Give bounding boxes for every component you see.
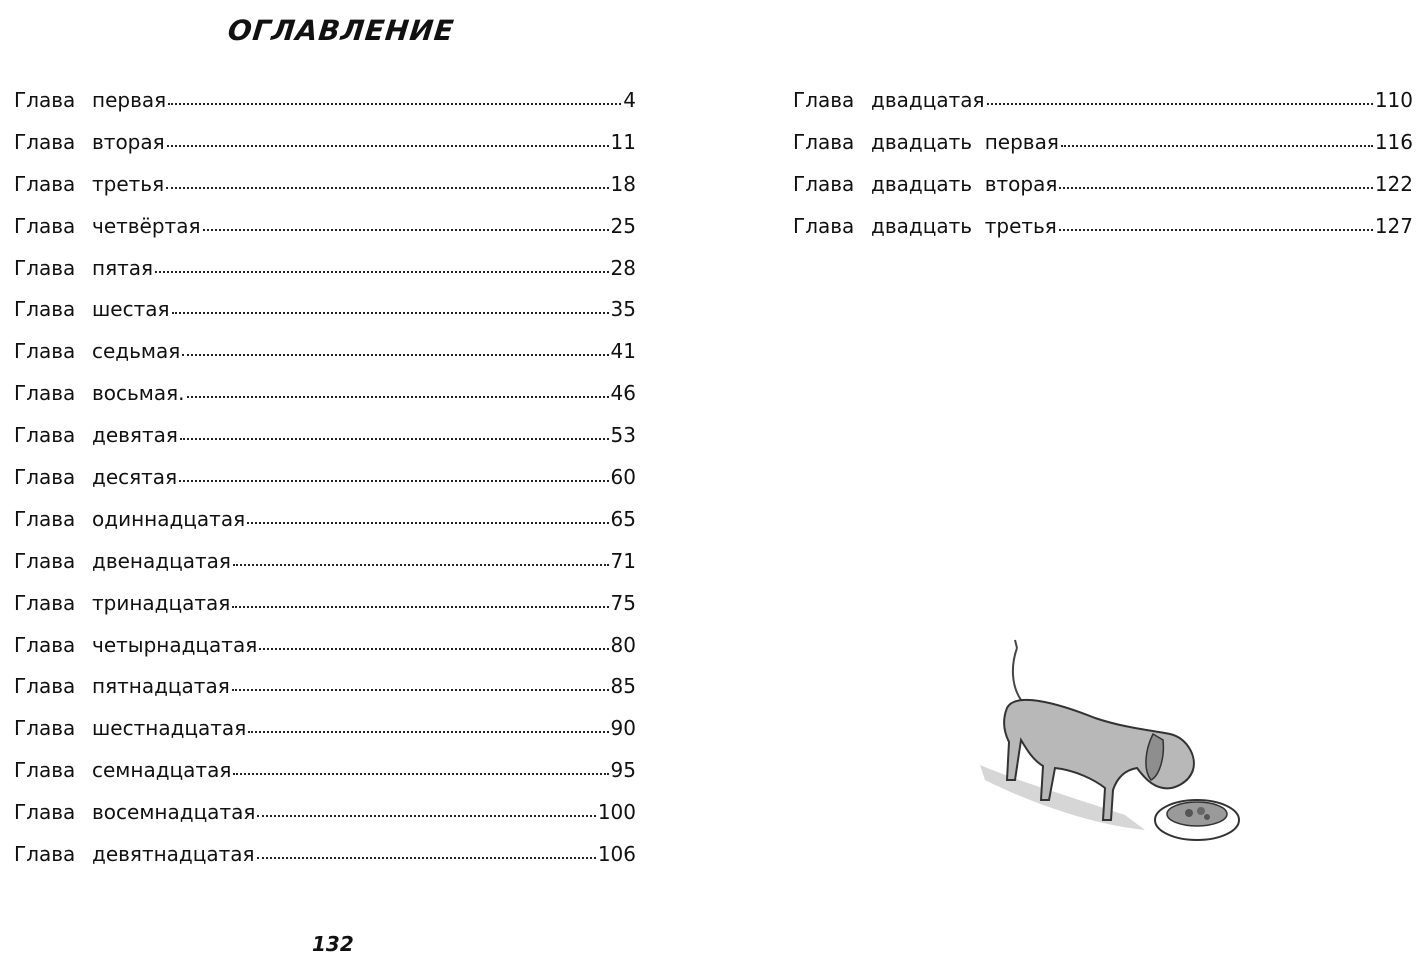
toc-entry-leader xyxy=(172,296,609,316)
toc-column-left xyxy=(14,80,636,876)
toc-entry-page: 127 xyxy=(1374,213,1413,238)
toc-entry-leader xyxy=(168,87,621,107)
toc-entry-page: 116 xyxy=(1374,129,1413,154)
toc-entry-page: 106 xyxy=(597,842,636,867)
toc-entry-title: тринадцатая xyxy=(92,590,231,615)
toc-entry-word: Глава xyxy=(14,548,76,573)
toc-entry-page: 110 xyxy=(1374,88,1413,112)
toc-entry-title: пятнадцатая xyxy=(92,674,230,699)
toc-entry-title: первая xyxy=(92,88,167,112)
toc-entry xyxy=(793,164,1413,206)
toc-entry-title: шестая xyxy=(92,297,170,322)
toc-entry-title: шестнадцатая xyxy=(92,716,247,741)
toc-entry-title: восьмая. xyxy=(92,381,185,406)
toc-entry-page: 85 xyxy=(610,674,636,699)
toc-entry-title: седьмая xyxy=(92,339,181,364)
toc-entry-page: 4 xyxy=(623,88,636,112)
toc-entry-page: 71 xyxy=(610,548,636,573)
toc-entry-page: 25 xyxy=(610,213,636,238)
toc-entry-word: Глава xyxy=(14,423,76,448)
toc-entry-leader xyxy=(257,799,595,819)
toc-entry-word: Глава xyxy=(793,171,855,196)
toc-entry-page: 122 xyxy=(1374,171,1413,196)
toc-entry-page: 60 xyxy=(610,465,636,490)
toc-entry-page: 18 xyxy=(610,171,636,196)
toc-entry-word: Глава xyxy=(14,465,76,490)
toc-entry-word: Глава xyxy=(14,255,76,280)
toc-entry xyxy=(793,80,1413,122)
toc-entry-leader xyxy=(233,757,608,777)
toc-entry-title: восемнадцатая xyxy=(92,800,256,825)
toc-entry-leader xyxy=(232,590,608,610)
toc-entry xyxy=(14,373,636,415)
toc-entry xyxy=(14,80,636,122)
toc-entry-word: Глава xyxy=(14,758,76,783)
toc-entry-leader xyxy=(1061,129,1373,149)
toc-entry-leader xyxy=(155,255,609,275)
toc-entry xyxy=(793,206,1413,248)
toc-entry-word: Глава xyxy=(14,590,76,615)
toc-entry-word: Глава xyxy=(14,171,76,196)
toc-entry-title: семнадцатая xyxy=(92,758,232,783)
toc-entry-word: Глава xyxy=(14,716,76,741)
toc-entry xyxy=(14,457,636,499)
toc-entry xyxy=(14,666,636,708)
page-number: 132 xyxy=(312,932,354,956)
toc-entry xyxy=(14,708,636,750)
toc-entry-page: 95 xyxy=(610,758,636,783)
toc-entry-page: 80 xyxy=(610,632,636,657)
toc-entry xyxy=(14,625,636,667)
toc-entry-page: 75 xyxy=(610,590,636,615)
toc-entry-leader xyxy=(1059,213,1373,233)
toc-entry xyxy=(14,499,636,541)
toc-entry-word: Глава xyxy=(14,129,76,154)
toc-entry-word: Глава xyxy=(14,632,76,657)
toc-column-right xyxy=(793,80,1413,248)
dog-eating-from-bowl-icon xyxy=(975,630,1250,850)
toc-entry-page: 100 xyxy=(597,800,636,825)
toc-entry-leader xyxy=(180,422,609,442)
toc-entry-title: девятая xyxy=(92,423,178,448)
toc-entry-title: одиннадцатая xyxy=(92,506,246,531)
toc-entry-word: Глава xyxy=(14,213,76,238)
toc-entry xyxy=(14,834,636,876)
toc-entry-leader xyxy=(179,464,608,484)
page-title: ОГЛАВЛЕНИЕ xyxy=(226,14,457,47)
toc-entry xyxy=(14,415,636,457)
toc-entry-word: Глава xyxy=(14,674,76,699)
toc-entry-word: Глава xyxy=(793,129,855,154)
toc-entry-title: вторая xyxy=(92,129,165,154)
toc-entry xyxy=(14,792,636,834)
toc-entry-page: 90 xyxy=(610,716,636,741)
toc-entry xyxy=(14,331,636,373)
toc-entry-leader xyxy=(233,548,609,568)
toc-entry-page: 28 xyxy=(610,255,636,280)
toc-entry xyxy=(14,583,636,625)
toc-entry-title: десятая xyxy=(92,465,178,490)
toc-entry-title: двадцать третья xyxy=(871,213,1057,238)
toc-entry-title: четвёртая xyxy=(92,213,201,238)
toc-entry xyxy=(14,164,636,206)
toc-entry-page: 46 xyxy=(610,381,636,406)
toc-entry xyxy=(14,206,636,248)
toc-entry xyxy=(793,122,1413,164)
toc-entry-title: девятнадцатая xyxy=(92,842,255,867)
toc-entry-word: Глава xyxy=(14,381,76,406)
toc-entry-page: 11 xyxy=(610,129,636,154)
toc-entry-page: 65 xyxy=(610,506,636,531)
toc-entry xyxy=(14,248,636,290)
toc-entry-title: пятая xyxy=(92,255,154,280)
toc-entry-leader xyxy=(1059,171,1372,191)
toc-entry-word: Глава xyxy=(14,297,76,322)
toc-entry-leader xyxy=(987,87,1373,107)
toc-entry-word: Глава xyxy=(14,339,76,364)
toc-entry xyxy=(14,750,636,792)
toc-entry-word: Глава xyxy=(793,213,855,238)
toc-entry-title: третья xyxy=(92,171,165,196)
toc-entry-leader xyxy=(166,171,608,191)
toc-entry-page: 35 xyxy=(610,297,636,322)
toc-entry-leader xyxy=(167,129,609,149)
toc-entry xyxy=(14,541,636,583)
toc-entry-leader xyxy=(248,715,608,735)
toc-entry-title: двадцатая xyxy=(871,88,985,112)
toc-entry-leader xyxy=(257,841,596,861)
toc-entry-word: Глава xyxy=(14,842,76,867)
toc-entry-word: Глава xyxy=(14,800,76,825)
toc-entry-leader xyxy=(203,213,609,233)
toc-entry-word: Глава xyxy=(14,506,76,531)
toc-entry-page: 53 xyxy=(610,423,636,448)
toc-entry-leader xyxy=(182,338,608,358)
toc-entry-page: 41 xyxy=(610,339,636,364)
toc-entry xyxy=(14,289,636,331)
toc-entry xyxy=(14,122,636,164)
toc-entry-leader xyxy=(187,380,609,400)
toc-entry-title: двенадцатая xyxy=(92,548,231,573)
toc-entry-leader xyxy=(232,673,609,693)
toc-entry-title: четырнадцатая xyxy=(92,632,258,657)
toc-entry-title: двадцать первая xyxy=(871,129,1059,154)
toc-entry-word: Глава xyxy=(793,88,855,112)
toc-entry-leader xyxy=(259,632,608,652)
toc-entry-title: двадцать вторая xyxy=(871,171,1058,196)
toc-entry-leader xyxy=(247,506,608,526)
toc-entry-word: Глава xyxy=(14,88,76,112)
